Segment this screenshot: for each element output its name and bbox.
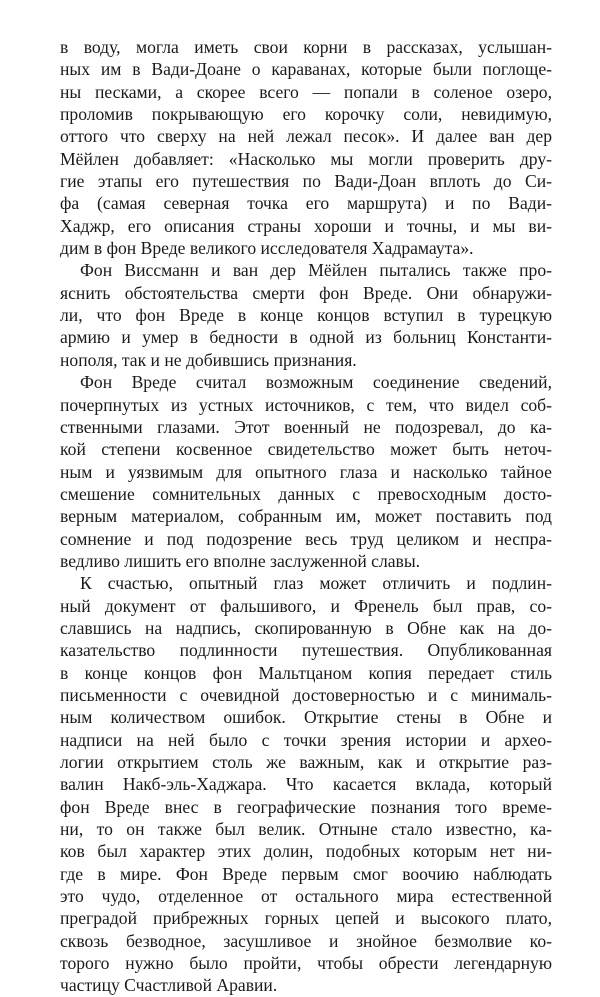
text-line: К счастью, опытный глаз может отличить и подлин-	[80, 573, 552, 594]
text-line: ный документ от фальшивого, и Френель был прав, со-	[60, 595, 552, 616]
text-line: дим в фон Вреде великого исследователя Хадрамаута».	[60, 238, 474, 259]
text-line: в конце концов фон Мальтцаном копия передает стиль	[60, 662, 552, 683]
paragraph-1	[60, 36, 552, 259]
text-line: кой степени косвенное свидетельство может быть неточ-	[60, 439, 552, 460]
text-line: где в мире. Фон Вреде первым смог воочию наблюдать	[60, 863, 552, 884]
text-line: это чудо, отделенное от остального мира естественной	[60, 886, 552, 907]
text-line: в воду, могла иметь свои корни в рассказах, услышан-	[60, 37, 552, 57]
text-line: гие этапы его путешествия по Вади-Доан вплоть до Си-	[60, 171, 552, 192]
text-line: ведливо лишить его вполне заслуженной славы.	[60, 550, 421, 571]
text-line: частицу Счастливой Аравии.	[60, 975, 278, 996]
text-line: валин Накб-эль-Хаджара. Что касается вклада, который	[60, 774, 552, 795]
paragraph-3	[60, 371, 552, 572]
text-line: сомнение и под подозрение весь труд целиком и неспра-	[60, 528, 552, 549]
text-line: сквозь безводное, засушливое и знойное безмолвие ко-	[60, 930, 552, 951]
text-line: ственными глазами. Этот военный не подозревал, до ка-	[60, 416, 552, 437]
text-line: ли, что фон Вреде в конце концов вступил в турецкую	[60, 305, 552, 326]
text-line: казательство подлинности путешествия. Опубликованная	[60, 640, 552, 661]
paragraph-2	[60, 259, 552, 371]
text-line: фа (самая северная точка его маршрута) и по Вади-	[60, 193, 552, 214]
text-line: почерпнутых из устных источников, с тем, что видел соб-	[60, 394, 552, 415]
text-line: Хаджр, его описания страны хороши и точны, и мы ви-	[60, 215, 552, 236]
text-line: армию и умер в бедности в одной из больниц Константи-	[60, 327, 552, 348]
text-line: ни, то он также был велик. Отныне стало известно, ка-	[60, 819, 552, 840]
text-line: надписи на ней было с точки зрения истории и архео-	[60, 729, 552, 750]
text-line: логии открытием столь же важным, как и открытие раз-	[60, 752, 552, 772]
text-line: фон Вреде внес в географические познания того време-	[60, 796, 552, 817]
text-line: преградой прибрежных горных цепей и высокого плато,	[60, 908, 552, 929]
text-line: ков был характер этих долин, подобных которым нет ни-	[60, 841, 552, 862]
text-line: письменности с очевидной достоверностью и с минималь-	[60, 684, 552, 705]
text-line: яснить обстоятельства смерти фон Вреде. Они обнаружи-	[60, 282, 552, 303]
text-line: Мёйлен добавляет: «Насколько мы могли проверить дру-	[60, 148, 552, 169]
text-line: ны песками, а скорее всего — попали в соленое озеро,	[60, 81, 552, 102]
text-line: ных им в Вади-Доане о караванах, которые были поглоще-	[60, 59, 552, 80]
text-line: нополя, так и не добившись признания.	[60, 349, 357, 370]
text-line: смешение сомнительных данных с превосходным досто-	[60, 483, 552, 504]
page-text-block	[60, 36, 552, 997]
paragraph-4	[60, 572, 552, 997]
text-line: проломив покрывающую его корочку соли, невидимую,	[60, 104, 552, 125]
text-line: Фон Виссманн и ван дер Мёйлен пытались также про-	[80, 260, 552, 281]
text-line: ным и уязвимым для опытного глаза и насколько тайное	[60, 461, 552, 482]
text-line: оттого что сверху на ней лежал песок». И далее ван дер	[60, 126, 552, 147]
text-line: ным количеством ошибок. Открытие стены в Обне и	[60, 707, 552, 728]
text-line: торого нужно было пройти, чтобы обрести легендарную	[60, 953, 552, 974]
text-line: Фон Вреде считал возможным соединение сведений,	[80, 372, 552, 393]
text-line: верным материалом, собранным им, может поставить под	[60, 506, 552, 527]
text-line: славшись на надпись, скопированную в Обне как на до-	[60, 617, 552, 638]
